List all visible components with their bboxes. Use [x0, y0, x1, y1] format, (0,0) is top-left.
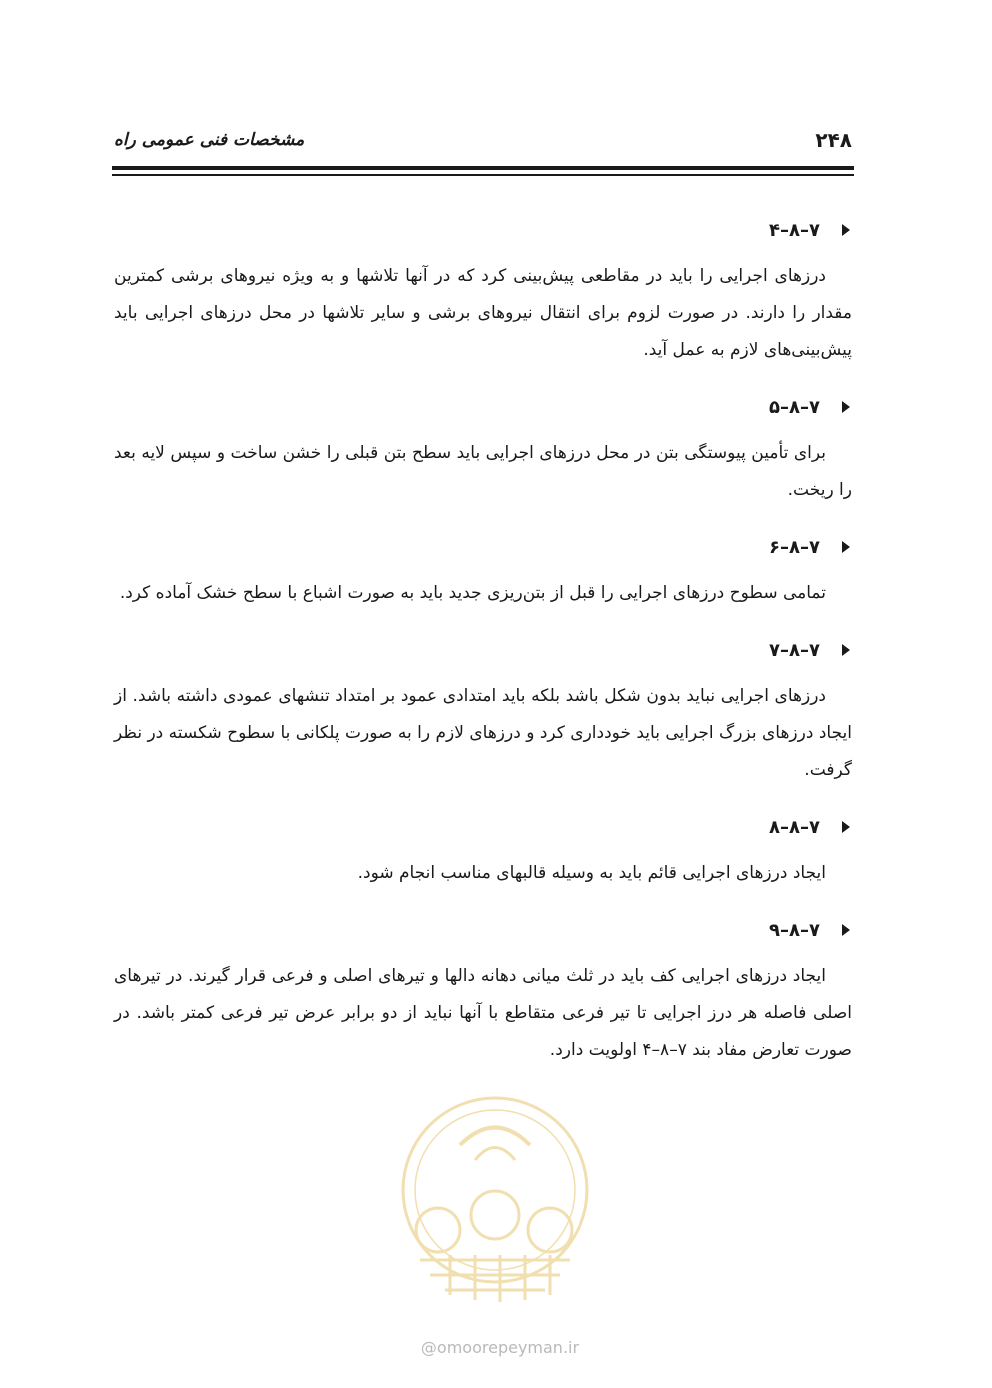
- section-paragraph: درزهای اجرایی را باید در مقاطعی پیش‌بینی کرد که در آنها تلاشها و به ویژه نیروهای برشی کمترین مقدار را دارند. در صورت لزوم برای انتقال نیروهای برشی و سایر تلاشها در محل درزهای اجرایی باید پیش‌بینی‌های لازم به عمل آید.: [114, 266, 852, 360]
- triangle-bullet-icon: [842, 644, 850, 656]
- triangle-bullet-icon: [842, 401, 850, 413]
- section-7-8-7: [114, 632, 852, 789]
- section-number: ۷–۸–۷: [769, 639, 820, 661]
- section-number: ۷–۸–۴: [769, 219, 820, 241]
- section-paragraph: برای تأمین پیوستگی بتن در محل درزهای اجرایی باید سطح بتن قبلی را خشن ساخت و سپس لایه بعد را ریخت.: [114, 443, 852, 500]
- section-paragraph: ایجاد درزهای اجرایی قائم باید به وسیله قالبهای مناسب انجام شود.: [357, 863, 826, 883]
- section-heading: [114, 632, 852, 668]
- watermark-logo-icon: [390, 1090, 600, 1320]
- section-number: ۷–۸–۸: [769, 816, 820, 838]
- section-7-8-8: [114, 809, 852, 892]
- section-7-8-4: [114, 212, 852, 369]
- section-number: ۷–۸–۵: [769, 396, 820, 418]
- triangle-bullet-icon: [842, 541, 850, 553]
- section-7-8-5: [114, 389, 852, 509]
- book-title: مشخصات فنی عمومی راه: [114, 130, 305, 150]
- triangle-bullet-icon: [842, 224, 850, 236]
- triangle-bullet-icon: [842, 821, 850, 833]
- page-header: [114, 128, 852, 160]
- header-rule-thin: [112, 174, 854, 176]
- section-number: ۷–۸–۶: [769, 536, 820, 558]
- section-7-8-6: [114, 529, 852, 612]
- watermark-url: @omoorepeyman.ir: [420, 1338, 580, 1357]
- section-number: ۷–۸–۹: [769, 919, 820, 941]
- section-paragraph: درزهای اجرایی نباید بدون شکل باشد بلکه باید امتدادی عمود بر امتداد تنشهای عمودی داشته باشد. از ایجاد درزهای بزرگ اجرایی باید خودداری کرد و درزهای لازم را به صورت پلکانی با سطوح شکسته در نظر گرفت.: [114, 686, 852, 780]
- section-heading: [114, 809, 852, 845]
- section-7-8-9: [114, 912, 852, 1069]
- section-heading: [114, 529, 852, 565]
- page-body: [114, 212, 852, 1089]
- header-rule-thick: [112, 166, 854, 170]
- section-paragraph: تمامی سطوح درزهای اجرایی را قبل از بتن‌ریزی جدید باید به صورت اشباع با سطح خشک آماده کرد.: [119, 583, 826, 603]
- page-number: ۲۴۸: [815, 128, 852, 152]
- triangle-bullet-icon: [842, 924, 850, 936]
- section-paragraph: ایجاد درزهای اجرایی کف باید در ثلث میانی دهانه دالها و تیرهای اصلی و فرعی قرار گیرند. در تیرهای اصلی فاصله هر درز اجرایی تا تیر فرعی متقاطع با آنها نباید از دو برابر عرض تیر فرعی کمتر باشد. در صورت تعارض مفاد بند ۷–۸–۴ اولویت دارد.: [114, 966, 852, 1060]
- section-heading: [114, 212, 852, 248]
- section-heading: [114, 912, 852, 948]
- section-heading: [114, 389, 852, 425]
